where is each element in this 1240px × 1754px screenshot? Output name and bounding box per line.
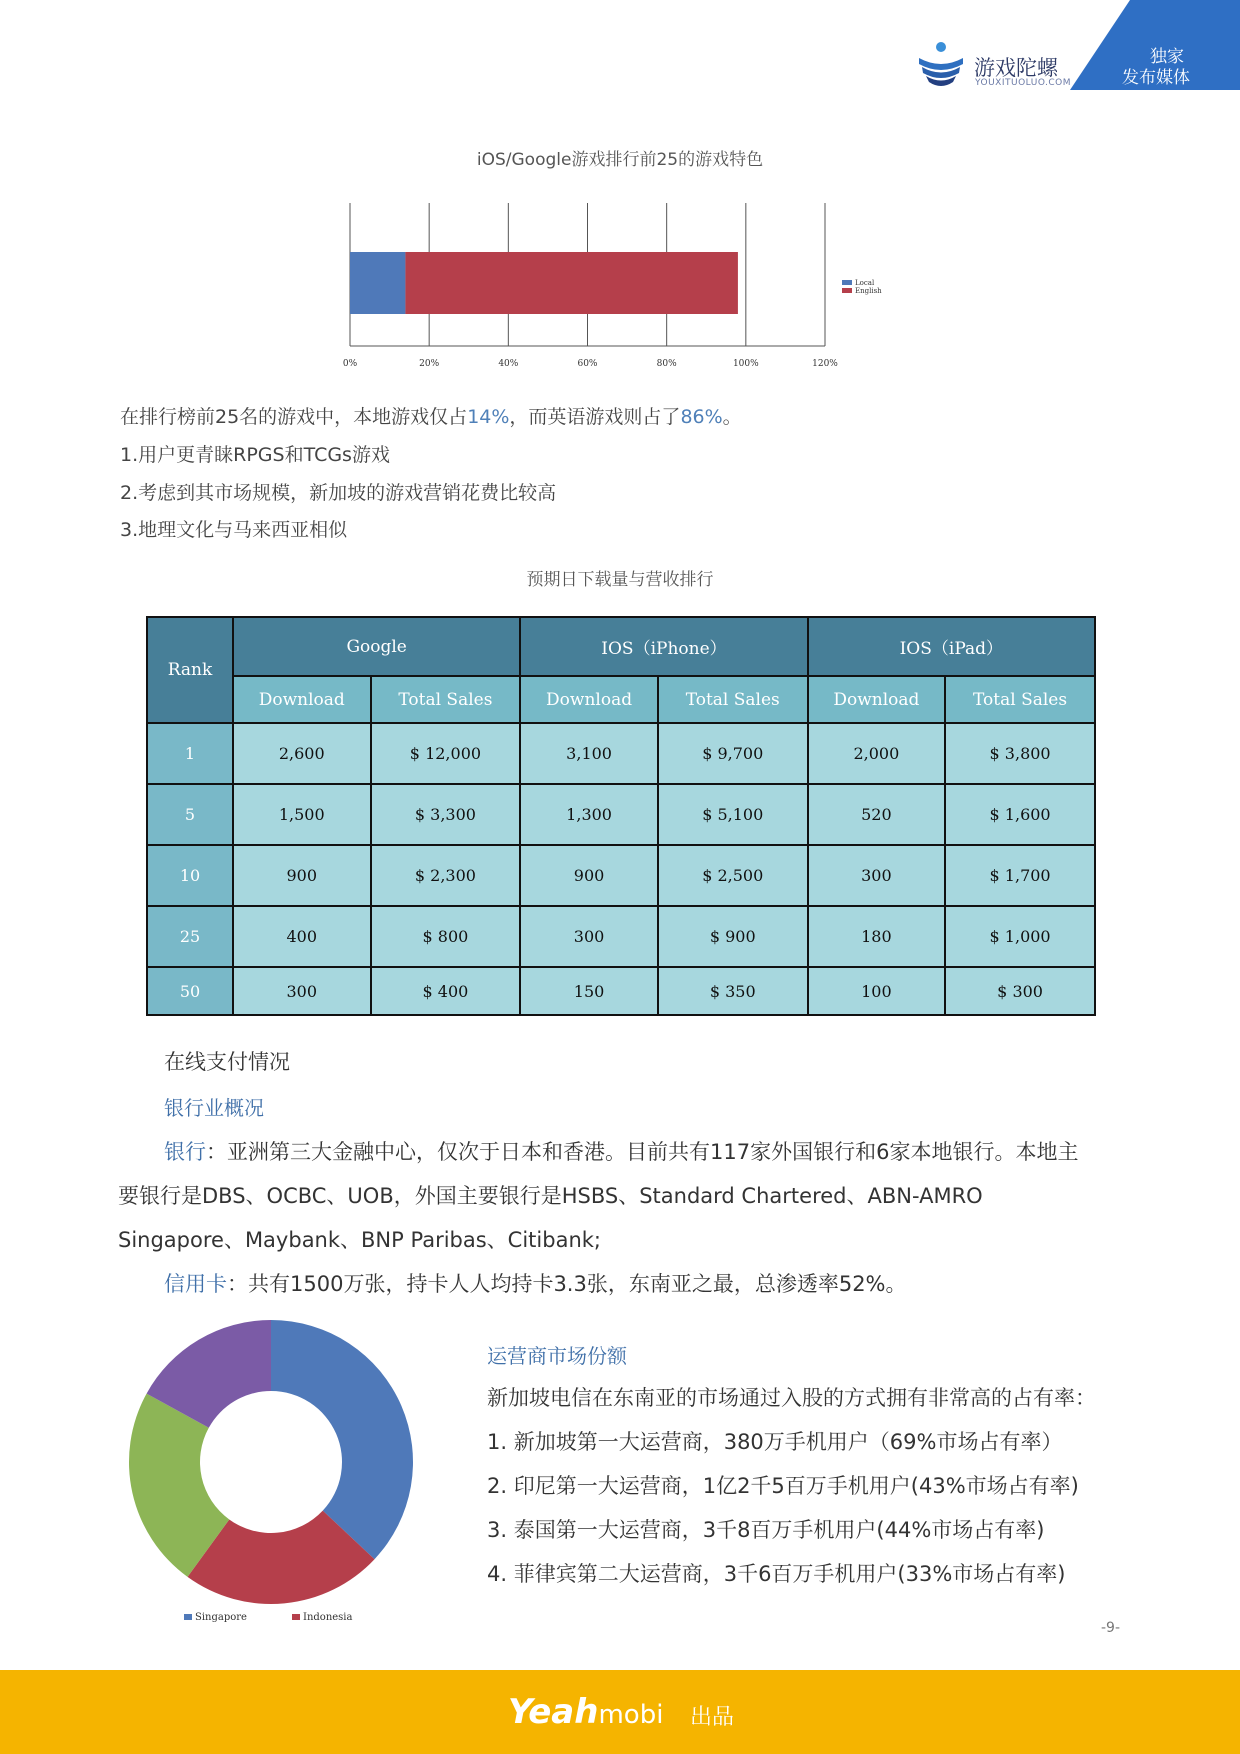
bank-line-3: Singapore、Maybank、BNP Paribas、Citibank; — [118, 1228, 601, 1252]
donut-slice-singapore — [271, 1320, 413, 1559]
table-cell: $ 5,100 — [658, 784, 808, 845]
legend-label: Indonesia — [303, 1612, 353, 1623]
intro-item-1: 1.用户更青睐RPGS和TCGs游戏 — [120, 444, 390, 466]
subheader-total-sales: Total Sales — [371, 676, 521, 723]
x-tick-label: 0% — [342, 359, 358, 369]
logo-yeah: Yeah — [508, 1692, 599, 1732]
bank-line-2: 要银行是DBS、OCBC、UOB，外国主要银行是HSBS、Standard Chartered、ABN-AMRO — [118, 1184, 983, 1208]
table-cell: $ 900 — [658, 906, 808, 967]
table-cell: $ 1,600 — [945, 784, 1095, 845]
rank-cell: 5 — [147, 784, 233, 845]
table-row — [147, 967, 1095, 1015]
table-cell: $ 1,700 — [945, 845, 1095, 906]
english-share: 86% — [680, 406, 723, 428]
rank-cell: 1 — [147, 723, 233, 784]
operators-heading: 运营商市场份额 — [487, 1344, 627, 1368]
legend-swatch — [842, 280, 852, 285]
footer-by: 出品 — [690, 1705, 735, 1730]
logo-mobi: mobi — [598, 1700, 664, 1730]
rank-header: Rank — [147, 617, 233, 723]
bar-english — [405, 252, 737, 314]
subheader-download: Download — [520, 676, 658, 723]
card-line — [164, 1268, 907, 1298]
legend-singapore — [184, 1612, 247, 1623]
intro-item-2: 2.考虑到其市场规模，新加坡的游戏营销花费比较高 — [120, 482, 557, 504]
operator-item: 4. 菲律宾第二大运营商，3千6百万手机用户(33%市场占有率) — [487, 1562, 1066, 1586]
corner-text-line1: 独家 — [1150, 47, 1184, 67]
table-cell: 1,500 — [233, 784, 371, 845]
brand-logo-icon — [915, 40, 967, 92]
bar-local — [350, 252, 405, 314]
table-cell: $ 1,000 — [945, 906, 1095, 967]
table-cell: $ 300 — [945, 967, 1095, 1015]
card-label: 信用卡 — [164, 1272, 227, 1296]
table-cell: $ 2,300 — [371, 845, 521, 906]
table-row — [147, 906, 1095, 967]
rank-cell: 25 — [147, 906, 233, 967]
brand-domain: YOUXITUOLUO.COM — [975, 78, 1072, 88]
table-cell: $ 3,800 — [945, 723, 1095, 784]
table-cell: $ 400 — [371, 967, 521, 1015]
ranking-table — [146, 616, 1096, 1016]
legend-swatch — [184, 1614, 192, 1620]
table-row — [147, 845, 1095, 906]
subheader-total-sales: Total Sales — [945, 676, 1095, 723]
subsection-heading: 银行业概况 — [164, 1096, 264, 1120]
rank-cell: 50 — [147, 967, 233, 1015]
local-share: 14% — [467, 406, 510, 428]
intro-text-c: ，而英语游戏则占了 — [509, 406, 681, 428]
table-cell: 300 — [808, 845, 946, 906]
intro-line — [120, 402, 742, 429]
bank-label: 银行 — [164, 1140, 206, 1164]
legend-swatch — [292, 1614, 300, 1620]
table-cell: 180 — [808, 906, 946, 967]
table-cell: $ 2,500 — [658, 845, 808, 906]
bank-text: ：亚洲第三大金融中心，仅次于日本和香港。目前共有117家外国银行和6家本地银行。本地主 — [206, 1140, 1079, 1164]
table-cell: 520 — [808, 784, 946, 845]
table-cell: 100 — [808, 967, 946, 1015]
x-tick-label: 20% — [419, 359, 440, 369]
operator-item: 2. 印尼第一大运营商，1亿2千5百万手机用户(43%市场占有率) — [487, 1474, 1079, 1498]
intro-text-a: 在排行榜前25名的游戏中，本地游戏仅占 — [120, 406, 468, 428]
table-cell: $ 3,300 — [371, 784, 521, 845]
table-cell: 3,100 — [520, 723, 658, 784]
x-tick-label: 80% — [656, 359, 677, 369]
legend-label: Singapore — [195, 1612, 247, 1623]
table-cell: $ 350 — [658, 967, 808, 1015]
table-row — [147, 723, 1095, 784]
subheader-total-sales: Total Sales — [658, 676, 808, 723]
section-heading: 在线支付情况 — [164, 1050, 290, 1074]
table-cell: 400 — [233, 906, 371, 967]
x-tick-label: 60% — [577, 359, 598, 369]
subheader-download: Download — [233, 676, 371, 723]
x-tick-label: 120% — [812, 359, 838, 369]
rank-cell: 10 — [147, 845, 233, 906]
bar-chart-title: iOS/Google游戏排行前25的游戏特色 — [476, 150, 764, 170]
group-header-iphone: IOS（iPhone） — [520, 617, 807, 676]
table-cell: $ 12,000 — [371, 723, 521, 784]
intro-item-3: 3.地理文化与马来西亚相似 — [120, 519, 348, 541]
yeahmobi-logo — [508, 1692, 663, 1732]
table-cell: 150 — [520, 967, 658, 1015]
group-header-ipad: IOS（iPad） — [808, 617, 1095, 676]
operator-item: 1. 新加坡第一大运营商，380万手机用户（69%市场占有率） — [487, 1430, 1063, 1454]
operator-item: 3. 泰国第一大运营商，3千8百万手机用户(44%市场占有率) — [487, 1518, 1045, 1542]
intro-text-e: 。 — [722, 406, 742, 428]
x-tick-label: 40% — [498, 359, 519, 369]
x-tick-label: 100% — [732, 359, 759, 369]
brand-name: 游戏陀螺 — [974, 56, 1058, 80]
table-cell: $ 800 — [371, 906, 521, 967]
table-title: 预期日下载量与营收排行 — [526, 570, 714, 590]
donut-chart — [125, 1315, 425, 1615]
table-cell: 900 — [233, 845, 371, 906]
legend-swatch — [842, 288, 852, 293]
table-row — [147, 784, 1095, 845]
page-number: -9- — [1100, 1620, 1120, 1636]
legend-indonesia — [292, 1612, 352, 1623]
legend-label: Local — [855, 279, 875, 287]
bar-chart — [340, 198, 920, 380]
table-cell: 2,600 — [233, 723, 371, 784]
card-text: ：共有1500万张，持卡人人均持卡3.3张，东南亚之最，总渗透率52%。 — [227, 1272, 907, 1296]
subheader-download: Download — [808, 676, 946, 723]
table-cell: 300 — [520, 906, 658, 967]
table-cell: 300 — [233, 967, 371, 1015]
group-header-google: Google — [233, 617, 520, 676]
table-cell: 1,300 — [520, 784, 658, 845]
table-cell: 2,000 — [808, 723, 946, 784]
bank-line-1 — [164, 1136, 1078, 1166]
operators-intro: 新加坡电信在东南亚的市场通过入股的方式拥有非常高的占有率： — [487, 1386, 1096, 1410]
legend-label: English — [855, 287, 882, 295]
table-cell: $ 9,700 — [658, 723, 808, 784]
table-cell: 900 — [520, 845, 658, 906]
corner-text-line2: 发布媒体 — [1122, 68, 1190, 88]
